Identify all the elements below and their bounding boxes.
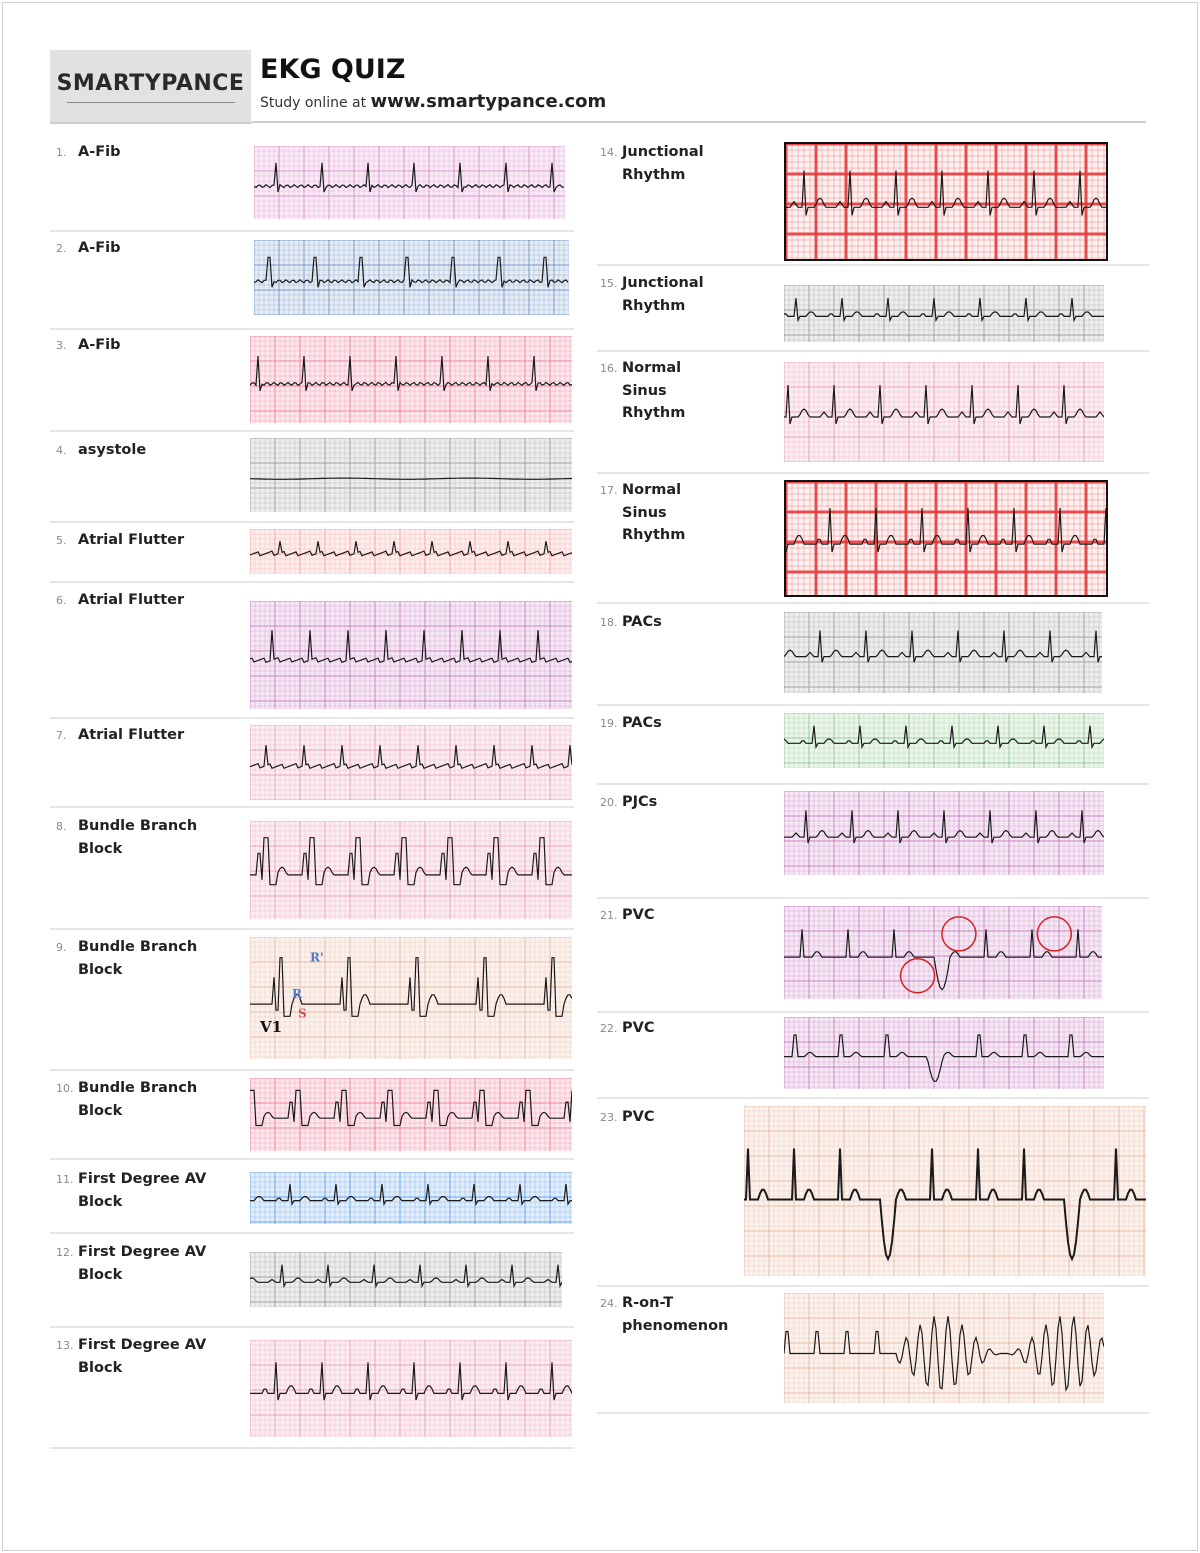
ekg-grid-paper xyxy=(744,1106,1146,1276)
rhythm-name: Normal Sinus Rhythm xyxy=(622,482,686,543)
item-number: 8. xyxy=(56,820,67,833)
item-label xyxy=(56,334,121,358)
header-divider-left xyxy=(50,122,252,124)
rhythm-name: Bundle Branch Block xyxy=(78,818,198,857)
rhythm-name: PACs xyxy=(622,614,662,630)
ekg-grid-paper xyxy=(784,906,1102,999)
item-number: 23. xyxy=(600,1111,618,1124)
item-label xyxy=(56,724,184,748)
ekg-strip xyxy=(784,142,1108,261)
ekg-grid-paper xyxy=(250,529,572,574)
ekg-strip xyxy=(254,240,569,315)
rhythm-name: PVC xyxy=(622,907,655,923)
rhythm-name: A-Fib xyxy=(78,144,121,160)
item-label xyxy=(600,479,685,547)
strip-annotation: V1 xyxy=(260,1018,283,1037)
item-label xyxy=(56,529,184,553)
rhythm-name: A-Fib xyxy=(78,240,121,256)
ekg-grid-paper xyxy=(784,612,1102,693)
strip-annotation: R' xyxy=(310,950,324,965)
rhythm-name: Bundle Branch Block xyxy=(78,939,198,978)
item-label xyxy=(600,611,662,635)
ekg-strip xyxy=(784,791,1104,875)
logo-underline xyxy=(67,102,235,103)
site-url-link[interactable]: www.smartypance.com xyxy=(370,91,607,112)
ekg-grid-paper xyxy=(784,713,1104,768)
ekg-strip xyxy=(784,906,1102,999)
ekg-strip xyxy=(250,1172,572,1224)
ekg-strip xyxy=(784,480,1108,597)
item-label xyxy=(56,439,146,463)
item-number: 20. xyxy=(600,796,618,809)
rhythm-name: PVC xyxy=(622,1020,655,1036)
ekg-strip xyxy=(250,821,572,919)
ekg-strip xyxy=(784,1293,1104,1403)
ekg-strip xyxy=(250,336,572,423)
ekg-strip xyxy=(250,1078,572,1151)
rhythm-name: PVC xyxy=(622,1109,655,1125)
rhythm-name: Junctional Rhythm xyxy=(622,144,704,183)
ekg-strip xyxy=(250,529,572,574)
ekg-grid-paper xyxy=(786,144,1106,259)
item-label xyxy=(600,272,704,317)
page-title: EKG QUIZ xyxy=(260,54,406,85)
item-label xyxy=(600,1106,655,1130)
item-label xyxy=(56,589,184,613)
item-number: 13. xyxy=(56,1339,74,1352)
subtitle-prefix: Study online at xyxy=(260,95,367,111)
ekg-strip xyxy=(254,146,565,219)
ekg-grid-paper xyxy=(784,791,1104,875)
rhythm-name: Atrial Flutter xyxy=(78,592,185,608)
ekg-grid-paper xyxy=(250,336,572,423)
rhythm-name: PACs xyxy=(622,715,662,731)
rhythm-name: A-Fib xyxy=(78,337,121,353)
ekg-strip xyxy=(784,1017,1104,1089)
ekg-grid-paper xyxy=(784,285,1104,342)
item-number: 5. xyxy=(56,534,67,547)
item-label xyxy=(600,357,685,425)
item-number: 21. xyxy=(600,909,618,922)
ekg-strip xyxy=(784,285,1104,342)
rhythm-name: Atrial Flutter xyxy=(78,727,185,743)
strip-annotation: R xyxy=(292,987,302,1001)
item-number: 18. xyxy=(600,616,618,629)
rhythm-name: Junctional Rhythm xyxy=(622,275,704,314)
item-label xyxy=(600,1292,728,1337)
ekg-grid-paper xyxy=(250,1172,572,1224)
ekg-strip xyxy=(784,713,1104,768)
ekg-grid-paper xyxy=(250,725,572,800)
rhythm-name: Atrial Flutter xyxy=(78,532,185,548)
ekg-strip xyxy=(250,1340,572,1437)
item-label xyxy=(600,1017,655,1041)
item-number: 19. xyxy=(600,717,618,730)
rhythm-name: R-on-T phenomenon xyxy=(622,1295,729,1334)
rhythm-name: PJCs xyxy=(622,794,658,810)
item-number: 11. xyxy=(56,1173,74,1186)
item-number: 1. xyxy=(56,146,67,159)
item-number: 2. xyxy=(56,242,67,255)
rhythm-name: Bundle Branch Block xyxy=(78,1080,198,1119)
ekg-strip xyxy=(250,937,572,1059)
item-number: 14. xyxy=(600,146,618,159)
ekg-grid-paper xyxy=(250,821,572,919)
page-subtitle xyxy=(260,91,606,112)
item-number: 24. xyxy=(600,1297,618,1310)
rhythm-name: asystole xyxy=(78,442,147,458)
item-label xyxy=(56,815,197,860)
ekg-grid-paper xyxy=(786,482,1106,595)
logo-text: SMARTYPANCE xyxy=(56,71,245,96)
ekg-strip xyxy=(250,725,572,800)
ekg-grid-paper xyxy=(250,937,572,1059)
ekg-strip xyxy=(250,601,572,709)
item-label xyxy=(56,1241,206,1286)
item-label xyxy=(56,141,121,165)
item-number: 12. xyxy=(56,1246,74,1259)
item-label xyxy=(56,1168,206,1213)
item-number: 17. xyxy=(600,484,618,497)
logo xyxy=(50,50,251,124)
ekg-grid-paper xyxy=(250,1252,562,1307)
ekg-grid-paper xyxy=(254,146,565,219)
item-label xyxy=(600,791,657,815)
item-number: 3. xyxy=(56,339,67,352)
ekg-grid-paper xyxy=(784,1017,1104,1089)
item-label xyxy=(56,237,121,261)
item-number: 9. xyxy=(56,941,67,954)
item-number: 6. xyxy=(56,594,67,607)
rhythm-name: First Degree AV Block xyxy=(78,1244,207,1283)
ekg-grid-paper xyxy=(254,240,569,315)
rhythm-name: First Degree AV Block xyxy=(78,1171,207,1210)
strip-annotation: S xyxy=(298,1006,307,1021)
ekg-grid-paper xyxy=(250,1078,572,1151)
ekg-grid-paper xyxy=(250,1340,572,1437)
ekg-grid-paper xyxy=(784,1293,1104,1403)
item-number: 15. xyxy=(600,277,618,290)
item-number: 16. xyxy=(600,362,618,375)
item-number: 10. xyxy=(56,1082,74,1095)
ekg-strip xyxy=(784,612,1102,693)
item-number: 4. xyxy=(56,444,67,457)
header-divider xyxy=(252,121,1146,123)
item-label xyxy=(600,712,662,736)
ekg-strip xyxy=(744,1106,1146,1276)
item-label xyxy=(600,141,704,186)
item-number: 7. xyxy=(56,729,67,742)
item-label xyxy=(56,1077,197,1122)
item-number: 22. xyxy=(600,1022,618,1035)
item-label xyxy=(56,936,197,981)
rhythm-name: First Degree AV Block xyxy=(78,1337,207,1376)
ekg-strip xyxy=(250,1252,562,1307)
ekg-grid-paper xyxy=(250,601,572,709)
rhythm-name: Normal Sinus Rhythm xyxy=(622,360,686,421)
ekg-grid-paper xyxy=(250,438,572,512)
ekg-strip xyxy=(250,438,572,512)
item-label xyxy=(600,904,655,928)
ekg-grid-paper xyxy=(784,362,1104,462)
item-label xyxy=(56,1334,206,1379)
ekg-strip xyxy=(784,362,1104,462)
